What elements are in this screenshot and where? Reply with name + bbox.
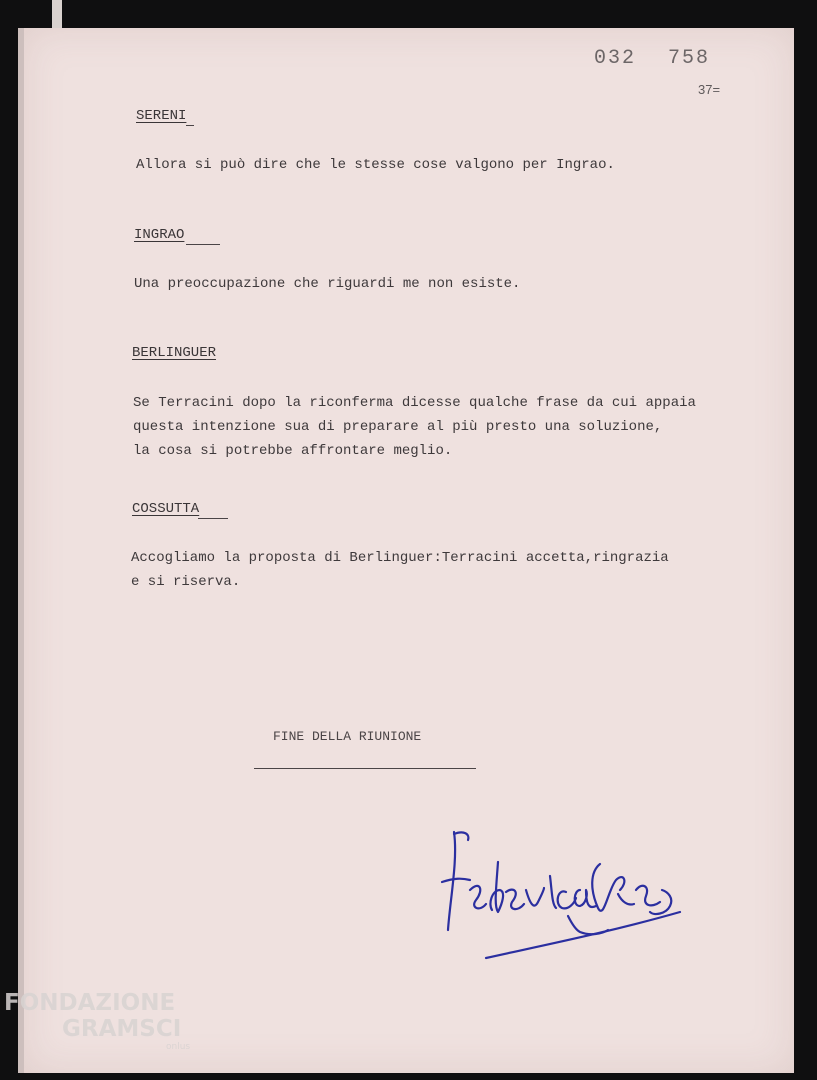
speech-line: Accogliamo la proposta di Berlinguer:Terracini accetta,ringrazia (131, 550, 669, 566)
closing-rule (254, 768, 476, 769)
speech-line: e si riserva. (131, 574, 241, 590)
handwritten-signature (440, 820, 700, 970)
closing-line: FINE DELLA RIUNIONE (273, 729, 422, 744)
watermark-line: onlus (166, 1042, 191, 1052)
speaker-underline (186, 244, 220, 245)
fondazione-gramsci-watermark (4, 990, 190, 1052)
speech-cossutta (131, 546, 669, 594)
watermark-line: GRAMSCI (62, 1016, 182, 1042)
speech-line: questa intenzione sua di preparare al più presto una soluzione, (133, 419, 663, 435)
page-mark: 37= (698, 82, 721, 97)
speech-ingrao (134, 272, 520, 296)
speech-berlinguer (133, 391, 696, 463)
speaker-underline (186, 125, 194, 126)
speaker-sereni: SERENI (136, 108, 187, 124)
watermark-line: FONDAZIONE (4, 990, 176, 1016)
folder-tab (52, 0, 62, 30)
speech-line: Una preoccupazione che riguardi me non esiste. (134, 276, 521, 292)
speech-line: Se Terracini dopo la riconferma dicesse qualche frase da cui appaia (133, 395, 696, 411)
speaker-ingrao: INGRAO (134, 227, 185, 243)
speaker-berlinguer: BERLINGUER (132, 345, 217, 361)
archive-number: 032 758 (594, 47, 711, 70)
speech-line: la cosa si potrebbe affrontare meglio. (133, 443, 453, 459)
speaker-cossutta: COSSUTTA (132, 501, 200, 517)
speech-line: Allora si può dire che le stesse cose valgono per Ingrao. (136, 157, 615, 173)
speech-sereni (136, 153, 615, 177)
speaker-underline (198, 518, 228, 519)
